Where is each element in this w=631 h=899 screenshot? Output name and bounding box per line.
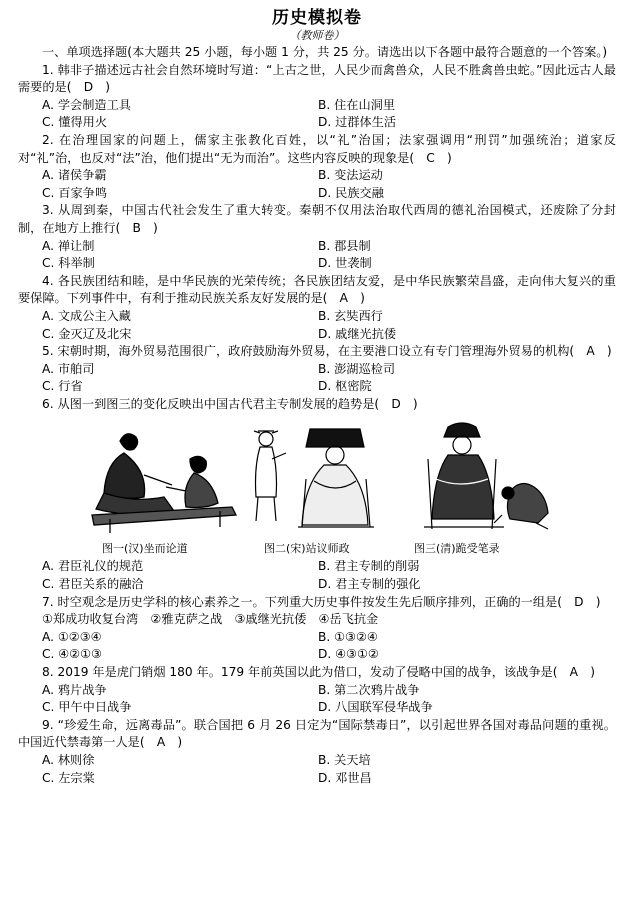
option-a: A. 鸦片战争 — [42, 682, 107, 697]
section-heading: 一、单项选择题(本大题共 25 小题，每小题 1 分，共 25 分。请选出以下各题中最符合题意的一个答案。) — [42, 45, 608, 59]
option-a: A. 禅让制 — [42, 238, 95, 253]
question-stem: 1. 韩非子描述远古社会自然环境时写道：“上古之世，人民少而禽兽众，人民不胜禽兽虫蛇。”因此远古人最需要的是( D ) — [18, 62, 616, 95]
option-a: A. 学会制造工具 — [42, 97, 131, 112]
history-figures — [18, 415, 616, 540]
figure-caption-2: 图二(宋)站议师政 — [264, 542, 350, 556]
option-a: A. 林则徐 — [42, 753, 95, 767]
options-group — [18, 361, 616, 396]
option-b: B. 澎湖巡检司 — [318, 361, 396, 376]
option-b: B. 玄奘西行 — [318, 308, 383, 323]
option-a: A. 市舶司 — [42, 361, 95, 376]
option-b: B. 君主专制的削弱 — [318, 559, 420, 574]
option-d: D. 民族交融 — [318, 185, 384, 200]
question-stem: 9. “珍爱生命，远离毒品”。联合国把 6 月 26 日定为“国际禁毒日”，以引起世界各国对毒品问题的重视。中国近代禁毒第一人是( A ) — [18, 717, 616, 750]
option-a: A. 诸侯争霸 — [42, 168, 107, 183]
option-c: C. 甲午中日战争 — [42, 700, 132, 715]
option-c: C. 左宗棠 — [42, 770, 95, 785]
question-stem: 7. 时空观念是历史学科的核心素养之一。下列重大历史事件按发生先后顺序排列，正确的一组是( D ) — [42, 594, 601, 609]
options-group — [18, 682, 616, 717]
option-a: A. 文成公主入藏 — [42, 308, 131, 323]
options-group — [18, 167, 616, 202]
option-d: D. 君主专制的强化 — [318, 577, 421, 592]
option-d: D. 八国联军侵华战争 — [318, 700, 433, 715]
options-group — [18, 97, 616, 132]
option-a: A. 君臣礼仪的规范 — [42, 559, 144, 574]
option-c: C. 懂得用火 — [42, 115, 108, 130]
option-b: B. 郡县制 — [318, 238, 371, 253]
options-group — [18, 308, 616, 343]
option-d: D. 枢密院 — [318, 379, 372, 394]
option-d: D. ④③①② — [318, 647, 379, 662]
event-sequence: ①郑成功收复台湾 ②雅克萨之战 ③戚继光抗倭 ④岳飞抗金 — [42, 612, 379, 627]
option-d: D. 戚继光抗倭 — [318, 326, 397, 341]
option-b: B. 第二次鸦片战争 — [318, 682, 420, 697]
option-b: B. 住在山洞里 — [318, 97, 396, 112]
question-stem: 2. 在治理国家的问题上，儒家主张教化百姓，以“礼”治国；法家强调用“刑罚”加强统治；道家反对“礼”治，也反对“法”治，他们提出“无为而治”。这些内容反映的现象是( C ) — [18, 132, 616, 165]
question-stem: 4. 各民族团结和睦，是中华民族的光荣传统；各民族团结友爱，是中华民族繁荣昌盛，走向伟大复兴的重要保障。下列事件中，有利于推动民族关系友好发展的是( A ) — [18, 273, 616, 306]
options-group — [18, 629, 616, 664]
option-c: C. 行省 — [42, 379, 83, 394]
option-c: C. 科举制 — [42, 256, 95, 271]
page-title: 历史模拟卷 — [272, 8, 362, 28]
question-stem: 3. 从周到秦，中国古代社会发生了重大转变。秦朝不仅用法治取代西周的德礼治国模式，还废除了分封制，在地方上推行( B ) — [18, 203, 616, 235]
figure-caption-3: 图三(清)跪受笔录 — [414, 542, 500, 556]
options-group — [18, 238, 616, 273]
figure-caption-1: 图一(汉)坐而论道 — [102, 542, 188, 556]
option-c: C. 百家争鸣 — [42, 185, 108, 200]
options-group — [18, 558, 616, 593]
question-stem: 8. 2019 年是虎门销烟 180 年。179 年前英国以此为借口，发动了侵略中国的战争，该战争是( A ) — [42, 665, 595, 680]
option-b: B. ①③②④ — [318, 629, 378, 644]
figure-han-seated-discussion — [90, 419, 240, 537]
question-stem: 5. 宋朝时期，海外贸易范围很广，政府鼓励海外贸易，在主要港口设立有专门管理海外贸易的机构( A ) — [42, 344, 612, 359]
option-d: D. 世袭制 — [318, 256, 372, 271]
exam-page — [18, 0, 616, 787]
option-b: B. 变法运动 — [318, 168, 383, 183]
figure-captions — [18, 540, 616, 558]
figure-qing-kneeling-record — [416, 419, 556, 537]
option-c: C. 君臣关系的融洽 — [42, 577, 144, 592]
question-stem: 6. 从图一到图三的变化反映出中国古代君主专制发展的趋势是( D ) — [42, 396, 418, 411]
option-a: A. ①②③④ — [42, 629, 102, 644]
page-subtitle: （教师卷） — [289, 29, 345, 42]
option-d: D. 过群体生活 — [318, 115, 397, 130]
options-group — [18, 752, 616, 787]
option-b: B. 关天培 — [318, 753, 371, 767]
option-d: D. 邓世昌 — [318, 770, 372, 785]
figure-song-standing-council — [244, 419, 404, 537]
option-c: C. 金灭辽及北宋 — [42, 326, 132, 341]
option-c: C. ④②①③ — [42, 647, 102, 662]
